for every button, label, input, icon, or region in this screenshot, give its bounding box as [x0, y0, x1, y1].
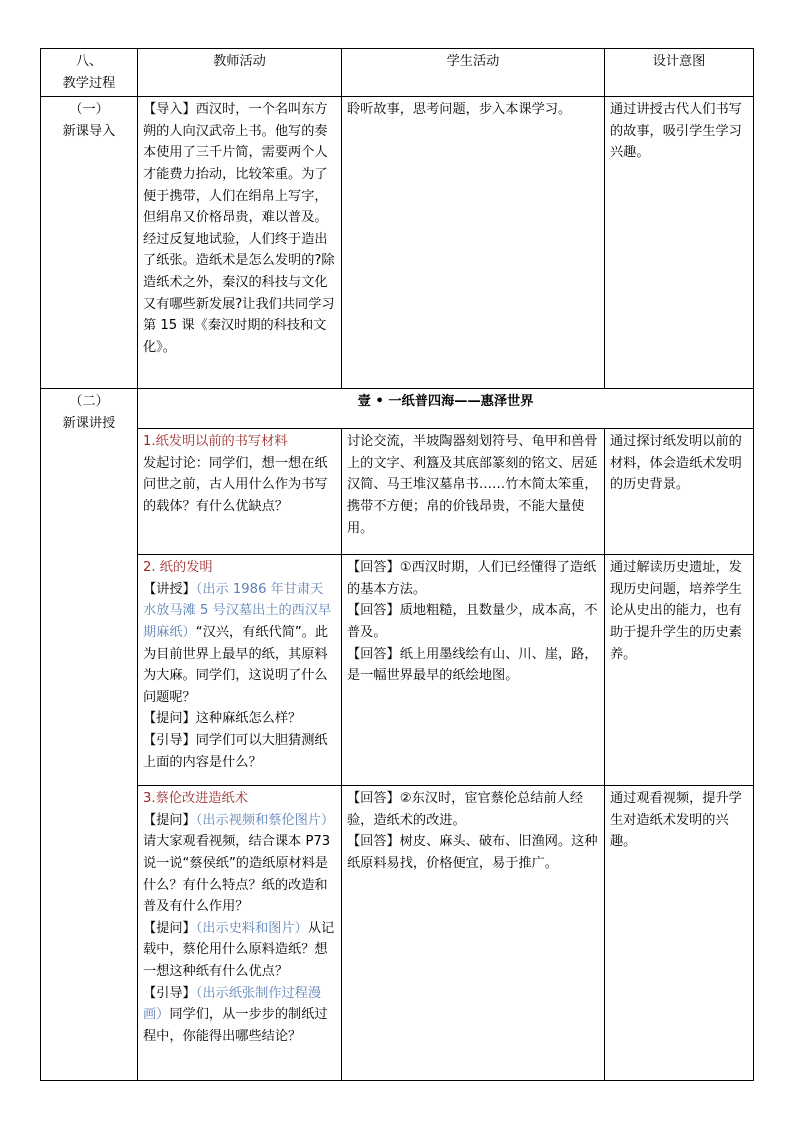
paper-invention-teacher-cell	[138, 555, 342, 786]
paper-invention-student-cell	[342, 555, 605, 786]
guide-tag: 【引导】	[143, 732, 196, 748]
cai-lun-intent-cell: 通过观看视频，提升学生对造纸术发明的兴趣。	[605, 786, 754, 1081]
header-row	[41, 49, 754, 97]
lecture-text: “汉兴，有纸代简”。此为目前世界上最早的纸，其原料为大麻。同学们，这说明了什么问题呢？	[143, 624, 329, 705]
cai-lun-student-cell	[342, 786, 605, 1081]
stage-column-header: 八、 教学过程	[41, 49, 138, 97]
ask-tag: 【提问】	[143, 711, 196, 727]
guide-text: 同学们可以大胆猜测纸上面的内容是什么？	[143, 732, 328, 770]
writing-materials-title: 1.纸发明以前的书写材料	[143, 434, 288, 450]
cai-lun-teacher-cell	[138, 786, 342, 1081]
writing-materials-teacher-cell	[138, 429, 342, 555]
ask2-tag: 【提问】	[143, 920, 196, 936]
ask-text: 这种麻纸怎么样？	[195, 711, 302, 727]
ask2-material: （出示史料和图片）	[195, 920, 308, 936]
ask1-tag: 【提问】	[143, 812, 196, 828]
answer: 【回答】②东汉时，宦官蔡伦总结前人经验，造纸术的改进。	[347, 791, 584, 828]
stage1-student-cell: 聆听故事，思考问题，步入本课学习。	[342, 97, 605, 389]
ask1-text: 请大家观看视频，结合课本 P73 说一说“蔡侯纸”的造纸原材料是什么？有什么特点？纸的改造和普及有什么作用？	[143, 834, 331, 915]
section-title: 壹 • 一纸普四海——惠泽世界	[138, 389, 754, 429]
row-cai-lun	[41, 786, 754, 1081]
intent-column-header: 设计意图	[605, 49, 754, 97]
stage1-intent-cell: 通过讲授古代人们书写的故事，吸引学生学习兴趣。	[605, 97, 754, 389]
writing-materials-intent-cell: 通过探讨纸发明以前的材料，体会造纸术发明的历史背景。	[605, 429, 754, 555]
stage1-row	[41, 97, 754, 389]
answer: 【回答】①西汉时期，人们已经懂得了造纸的基本方法。	[347, 560, 597, 597]
row-writing-materials	[41, 429, 754, 555]
writing-materials-text: 发起讨论：同学们，想一想在纸问世之前，古人用什么作为书写的载体？有什么优缺点？	[143, 455, 328, 514]
paper-invention-title: 2. 纸的发明	[143, 560, 213, 576]
row-paper-invention	[41, 555, 754, 786]
paper-invention-intent-cell: 通过解读历史遗址，发现历史问题，培养学生论从史出的能力，也有助于提升学生的历史素养。	[605, 555, 754, 786]
student-column-header: 学生活动	[342, 49, 605, 97]
stage2-name: （二） 新课讲授	[41, 389, 138, 1081]
ask2-text: 从记载中，蔡伦用什么原料造纸？想一想这种纸有什么优点？	[143, 920, 335, 979]
answer: 【回答】树皮、麻头、破布、旧渔网。这种纸原料易找，价格便宜，易于推广。	[347, 834, 598, 871]
cai-lun-title: 3.蔡伦改进造纸术	[143, 791, 248, 807]
intro-tag: 【导入】	[143, 102, 196, 118]
answer: 【回答】质地粗糙，且数量少，成本高，不普及。	[347, 603, 598, 640]
intro-text: 西汉时，一个名叫东方朔的人向汉武帝上书。他写的奏本使用了三千片简，需要两个人才能费力抬动，比较笨重。为了便于携带，人们在绢帛上写字，但绢帛又价格昂贵，难以普及。经过反复地试验，人们终于造出了纸张。造纸术是怎么发明的?除造纸术之外，秦汉的科技与文化又有哪些新发展?让我们共同学习第 15 课《秦汉时期的科技和文化》。	[143, 102, 335, 355]
lecture-tag: 【讲授】	[143, 581, 196, 597]
guide-tag: 【引导】	[143, 985, 196, 1001]
stage1-teacher-cell	[138, 97, 342, 389]
ask1-material: （出示视频和蔡伦图片）	[195, 812, 335, 828]
lesson-plan-table	[40, 48, 754, 1081]
answer: 【回答】纸上用墨线绘有山、川、崖，路，是一幅世界最早的纸绘地图。	[347, 646, 598, 684]
teacher-column-header: 教师活动	[138, 49, 342, 97]
lecture-material: （出示 1986 年甘肃天水放马滩 5 号汉墓出土的西汉早期麻纸）	[143, 581, 332, 640]
section-row	[41, 389, 754, 429]
guide-text: 同学们，从一步步的制纸过程中，你能得出哪些结论？	[143, 1007, 328, 1044]
stage1-name: （一） 新课导入	[41, 97, 138, 389]
writing-materials-student-cell: 讨论交流，半坡陶器刻划符号、龟甲和兽骨上的文字、利簋及其底部篆刻的铭文、居延汉简、马王堆汉墓帛书……竹木简太笨重，携带不方便；帛的价钱昂贵，不能大量使用。	[342, 429, 605, 555]
guide-material: （出示纸张制作过程漫画）	[143, 985, 322, 1023]
